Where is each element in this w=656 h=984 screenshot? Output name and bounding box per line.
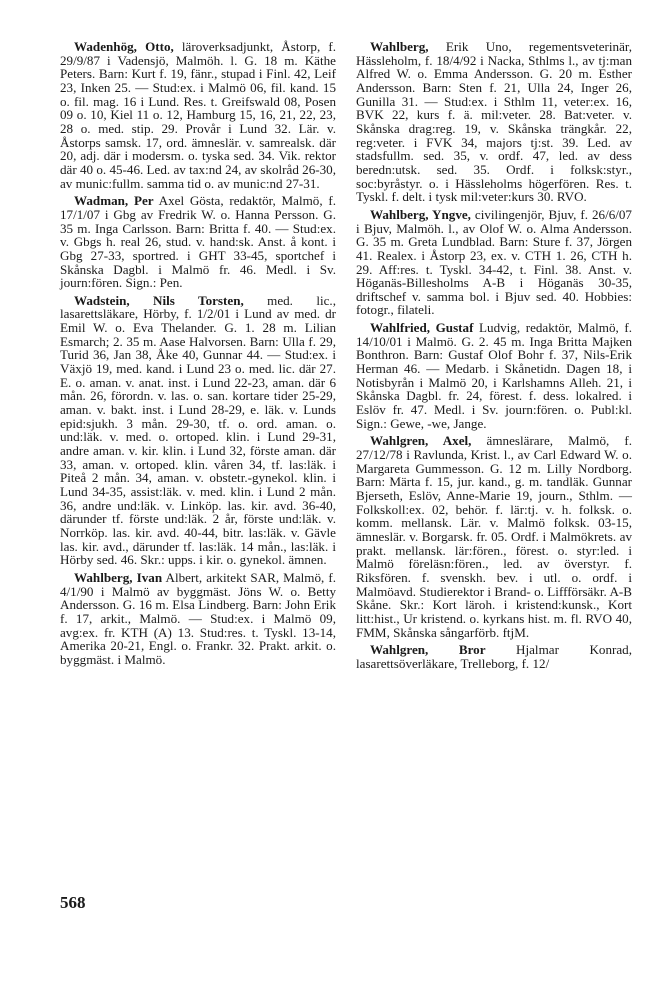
entry-name: Wadenhög, Otto, <box>74 39 174 54</box>
biography-entry <box>356 643 632 670</box>
biography-entry <box>60 294 336 567</box>
entry-text: Axel Gösta, redaktör, Malmö, f. 17/1/07 i Gbg av Fredrik W. o. Hanna Persson. G. 35 m. Inga Carlsson. Barn: Britta f. 40. — Stud:ex. v. Gbgs h. real 26, stud. v. hand:sk. Anst. å kont. i Gbg 27-33, sportred. i GHT 33-45, sportchef i Skånska Dagbl. i Malmö fr. 46. Medl. i Sv. journ:fören. Sign.: Pen. <box>60 193 336 291</box>
biography-entry <box>60 571 336 667</box>
entry-name: Wadman, Per <box>74 193 154 209</box>
page-number: 568 <box>60 893 86 912</box>
entry-name: Wahlberg, Ivan <box>74 569 163 585</box>
entry-text: med. lic., lasarettsläkare, Hörby, f. 1/2/01 i Lund av med. dr Emil W. o. Eva Thelander. G. 1. 28 m. Lilian Esmarch; 2. 35 m. Aase Halvorsen. Barn: Ulla f. 29, Turid 36, Jan 38, Åke 40, Gunnar 44. — Stud:ex. i Växjö 19, med. kand. i Lund 23 o. med. lic. där 27. E. o. aman. v. anat. inst. i Lund 22-23, aman. där 6 mån. 26, förordn. v. las. o. san. kortare tider 25-29, aman. v. bakt. inst. i Lund 28-29, e. läk. v. Lunds epid:sjukh. 3 mån. 29-30, tf. o. ord. aman. o. und:läk. v. med. o. ortoped. klin. i Lund 29-31, andre aman. v. kir. klin. i Lund 32, förste aman. där 33, aman. v. ortoped. klin. våren 34, tf. las:läk. i Piteå 2 mån. 34, aman. v. obstetr.-gynekol. klin. i Lund 34-35, assist:läk. v. med. klin. i Lund 2 mån. 36, andre und:läk. v. Linköp. las. kir. avd. 36-40, därunder tf. förste und:läk. 2 år, förste und:läk. v. Norrköp. las. kir. avd. 40-44, bitr. las:läk. v. Gävle las. kir. avd., därunder tf. las:läk. 14 mån., las:läk. i Hörby sed. 46. Skr.: upps. i kir. o. gynekol. ämnen. <box>60 292 336 568</box>
biography-entry <box>60 40 336 190</box>
biography-entry <box>356 434 632 639</box>
entry-text: civilingenjör, Bjuv, f. 26/6/07 i Bjuv, Malmöh. l., av Olof W. o. Alma Andersson. G. 35 m. Greta Lundblad. Barn: Sture f. 37, Jörgen 41. Realex. i Åstorp 23, ex. v. CTH 1. 26, CTH h. 29. Aff:res. t. Tyskl. 34-42, t. Finl. 38. Anst. v. Höganäs-Billesholms A-B i Höganäs 30-35, driftschef v. samma bol. i Bjuv sed. 40. Hobbies: fotogr., filateli. <box>356 206 632 318</box>
biography-entry <box>60 194 336 290</box>
entry-name: Wahlgren, Bror <box>370 642 486 658</box>
right-column <box>356 40 632 675</box>
entry-text: ämneslärare, Malmö, f. 27/12/78 i Ravlunda, Krist. l., av Carl Edward W. o. Margareta Gummesson. G. 12 m. Lilly Nordborg. Barn: Märta f. 15, jur. kand., g. m. tandläk. Gunnar Bjerseth, Eslöv, Anne-Marie 19, journ., Sthlm. — Folkskoll:ex. 02, behör. f. lär:tj. v. h. folksk. o. komm. mellansk. Lär. v. Malmö folksk. 03-15, ämneslär. v. Borgarsk. fr. 05. Ordf. i Malmökrets. av prakt. mellansk. lär:fören., förest. o. styr:led. i Malmö föreläsn:fören., led. av överstyr. f. Riksfören. f. svenskh. bev. i utl. o. ordf. i Malmöavd. Studierektor i Brand- o. Liffförsäkr. A-B Skåne. Skr.: Kort läroh. i kristend:kunsk., Kort litt:hist., Ur kristend. o. kyrkans hist. m. fl. RVO 40, FMM, Skånska sångarförb. ftjM. <box>356 433 632 640</box>
entry-name: Wahlberg, <box>370 39 429 54</box>
entry-text: Ludvig, redaktör, Malmö, f. 14/10/01 i Malmö. G. 2. 45 m. Inga Britta Majken Bonthron. Barn: Gustaf Olof Bohr f. 37, Nils-Erik Herman 46. — Medarb. i Skånetidn. Dagen 18, i Notisbyrån i Malmö 20, i Karlshamns Alleh. 21, i Skånska Dagbl. fr. 24, förest. f. dess. lokalred. i Eslöv fr. 47. Medl. i Sv. journ:fören. o. Publ:kl. Sign.: Gewe, -we, Jange. <box>356 320 632 431</box>
entry-text: läroverksadjunkt, Åstorp, f. 29/9/87 i Vadensjö, Malmöh. l. G. 18 m. Käthe Peters. Barn: Kurt f. 19, fänr., stupad i Finl. 42, Leif 23, Inken 25. — Stud:ex. i Malmö 06, fil. kand. 15 o. fil. mag. 16 i Lund. Res. t. Greifswald 08, Posen 09 o. 10, Kiel 11 o. 12, Hamburg 15, 16, 21, 22, 23, 28 o. med. stip. 29. Provår i Lund 32. Lär. v. Åstorps samsk. 17, ord. ämneslär. v. samrealsk. där 20, adj. där i modersm. o. tyska sed. 34. Vik. rektor där 40 o. 45-46. Led. av tax:nd 24, av skolråd 26-30, av munic:fullm. samma tid o. av munic:nd 27-31. <box>60 39 336 191</box>
entry-name: Wadstein, Nils Torsten, <box>74 292 244 308</box>
entry-name: Wahlgren, Axel, <box>370 433 472 449</box>
biography-entry <box>356 321 632 430</box>
entry-text: Erik Uno, regementsveterinär, Hässleholm, f. 18/4/92 i Nacka, Sthlms l., av tj:man Alfred W. o. Emma Andersson. G. 20 m. Esther Andersson. Barn: Sten f. 21, Ulla 24, Inger 26, Gunilla 31. — Stud:ex. i Sthlm 11, veter:ex. 16, BVK 22, kurs f. ä. mil:veter. 28. Bat:veter. v. Skånska drag:reg. 19, v. Skånska trängkår. 22, reg:veter. i FVK 34, majors tj:st. 39. Led. av stadsfullm. sed. 35, v. ordf. 47, led. av dess beredn:utsk. sed. 35. Ordf. i folksk:styr., soc:byråstyr. o. i Hässleholms högerfören. Res. t. Tyskl. f. delt. i tysk mil:veter:kurs 30. RVO. <box>356 39 632 205</box>
entry-name: Wahlberg, Yngve, <box>370 206 471 222</box>
entry-name: Wahlfried, Gustaf <box>370 320 474 336</box>
entry-text: Hjalmar Konrad, lasarettsöverläkare, Trelleborg, f. 12/ <box>356 642 632 671</box>
biography-entry <box>356 40 632 204</box>
biography-entry <box>356 208 632 317</box>
entry-text: Albert, arkitekt SAR, Malmö, f. 4/1/90 i Malmö av byggmäst. Jöns W. o. Betty Andersson. G. 16 m. Elsa Lindberg. Barn: John Erik f. 17, arkit., Malmö. — Stud:ex. i Malmö 09, avg:ex. fr. KTH (A) 13. Stud:res. t. Tyskl. 13-14, Amerika 20-21, Engl. o. Frankr. 32. Prakt. arkit. o. byggmäst. i Malmö. <box>60 569 336 667</box>
left-column <box>60 40 336 671</box>
